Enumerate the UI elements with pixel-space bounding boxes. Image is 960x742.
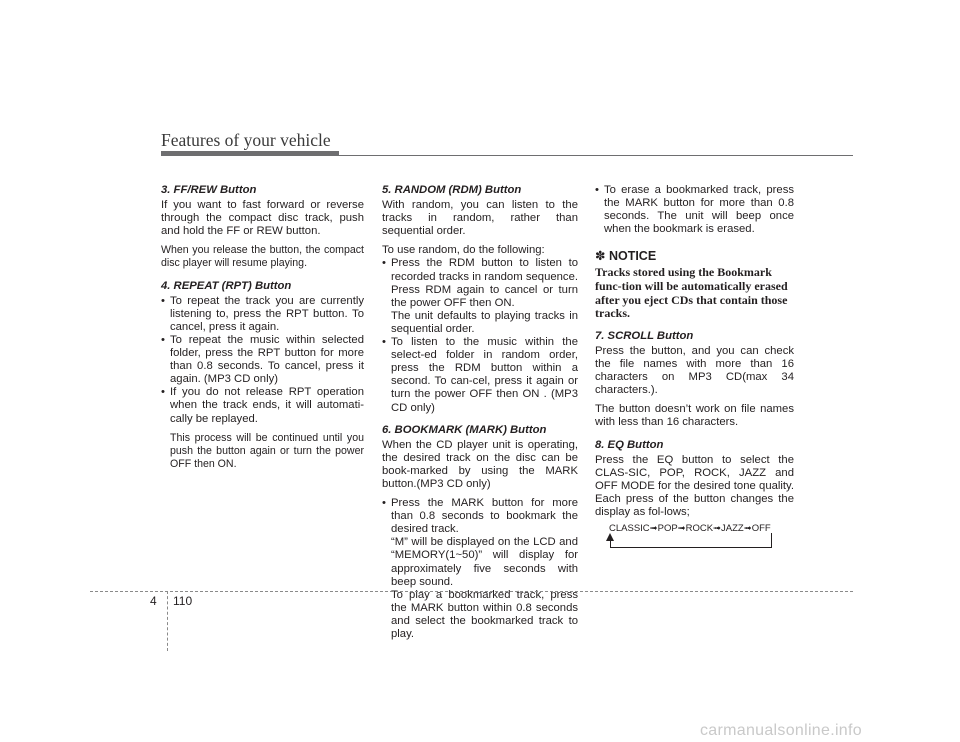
list-item: • Press the RDM button to listen to recorded tracks in random sequence. Press RDM again to cancel or turn the power OFF then ON.	[382, 257, 578, 309]
list-item: • To repeat the music within selected folder, press the RPT button for more than 0.8 seconds. To cancel, press it again. (MP3 CD only)	[161, 334, 364, 386]
repeat-continuation: This process will be continued until you push the button again or turn the power OFF then ON.	[170, 431, 364, 470]
header-accent-bar	[161, 151, 339, 156]
footer-rule	[90, 591, 853, 592]
section-scroll-title: 7. SCROLL Button	[595, 329, 694, 342]
eq-sequence-label: CLASSIC➟POP➟ROCK➟JAZZ➟OFF	[609, 523, 771, 535]
footer-divider	[167, 591, 168, 651]
eq-return-line-horizontal	[610, 547, 772, 548]
bookmark-bullet-list	[382, 497, 578, 536]
random-continuation: The unit defaults to playing tracks in sequential order.	[391, 309, 578, 335]
list-item: • Press the MARK button for more than 0.8 seconds to bookmark the desired track.	[382, 497, 578, 536]
list-item: • To repeat the track you are currently listening to, press the RPT button. To cancel, press it again.	[161, 295, 364, 334]
section-repeat-title: 4. REPEAT (RPT) Button	[161, 279, 292, 292]
eq-paragraph-1: Press the EQ button to select the CLAS-SIC, POP, ROCK, JAZZ and OFF MODE for the desired tone quality. Each press of the button changes the display as fol-lows;	[595, 453, 794, 518]
list-item: • To erase a bookmarked track, press the MARK button for more than 0.8 seconds. The unit will beep once when the bookmark is erased.	[595, 184, 794, 236]
notice-title: ✽ NOTICE	[595, 249, 657, 264]
section-eq-title: 8. EQ Button	[595, 438, 664, 451]
repeat-bullet-list	[161, 295, 364, 426]
random-bullet-list	[382, 257, 578, 309]
list-item: • To listen to the music within the select-ed folder in random order, press the RDM button within a second. To can-cel, press it again or turn the power OFF then ON . (MP3 CD only)	[382, 336, 578, 415]
section-bookmark-title: 6. BOOKMARK (MARK) Button	[382, 423, 547, 436]
random-paragraph-2: To use random, do the following:	[382, 244, 545, 257]
ff-rew-paragraph-1: If you want to fast forward or reverse through the compact disc track, push and hold the FF or REW button.	[161, 199, 364, 238]
eq-return-line-stem	[610, 540, 611, 548]
ff-rew-paragraph-2: When you release the button, the compact disc player will resume playing.	[161, 244, 364, 270]
scroll-paragraph-1: Press the button, and you can check the file names with more than 16 characters on MP3 CD(max 34 characters.).	[595, 344, 794, 397]
random-paragraph-1: With random, you can listen to the tracks in random, rather than sequential order.	[382, 199, 578, 238]
scroll-paragraph-2: The button doesn’t work on file names with less than 16 characters.	[595, 403, 794, 429]
arrow-up-icon	[606, 533, 614, 541]
eq-return-line-vertical	[771, 533, 772, 547]
column-1	[161, 184, 364, 471]
eq-cycle-diagram	[595, 522, 794, 552]
bookmark-continuation-1: “M” will be displayed on the LCD and “MEMORY(1~50)” will display for approximately five seconds with beep sound.	[391, 536, 578, 588]
random-bullet-list-2	[382, 336, 578, 415]
bookmark-continuation-2: To play a bookmarked track, press the MARK button within 0.8 seconds and select the bookmarked track to play.	[391, 588, 578, 640]
page-number: 110	[173, 594, 193, 608]
section-random-title: 5. RANDOM (RDM) Button	[382, 184, 522, 196]
list-item: • If you do not release RPT operation when the track ends, it will automati-cally be replayed.	[161, 386, 364, 425]
bookmark-paragraph-1: When the CD player unit is operating, the desired track on the disc can be book-marked by using the MARK button.(MP3 CD only)	[382, 438, 578, 490]
header-rule	[339, 155, 853, 156]
chapter-number: 4	[150, 594, 157, 608]
site-watermark: carmanualsonline.info	[700, 722, 862, 739]
section-ff-rew-title: 3. FF/REW Button	[161, 184, 257, 196]
notice-body: Tracks stored using the Bookmark func-tion will be automatically erased after you eject CDs that contain those tracks.	[595, 265, 788, 321]
column-2	[382, 184, 578, 641]
running-header-title: Features of your vehicle	[161, 130, 331, 150]
column-3	[595, 184, 794, 552]
bookmark-erase-list	[595, 184, 794, 236]
